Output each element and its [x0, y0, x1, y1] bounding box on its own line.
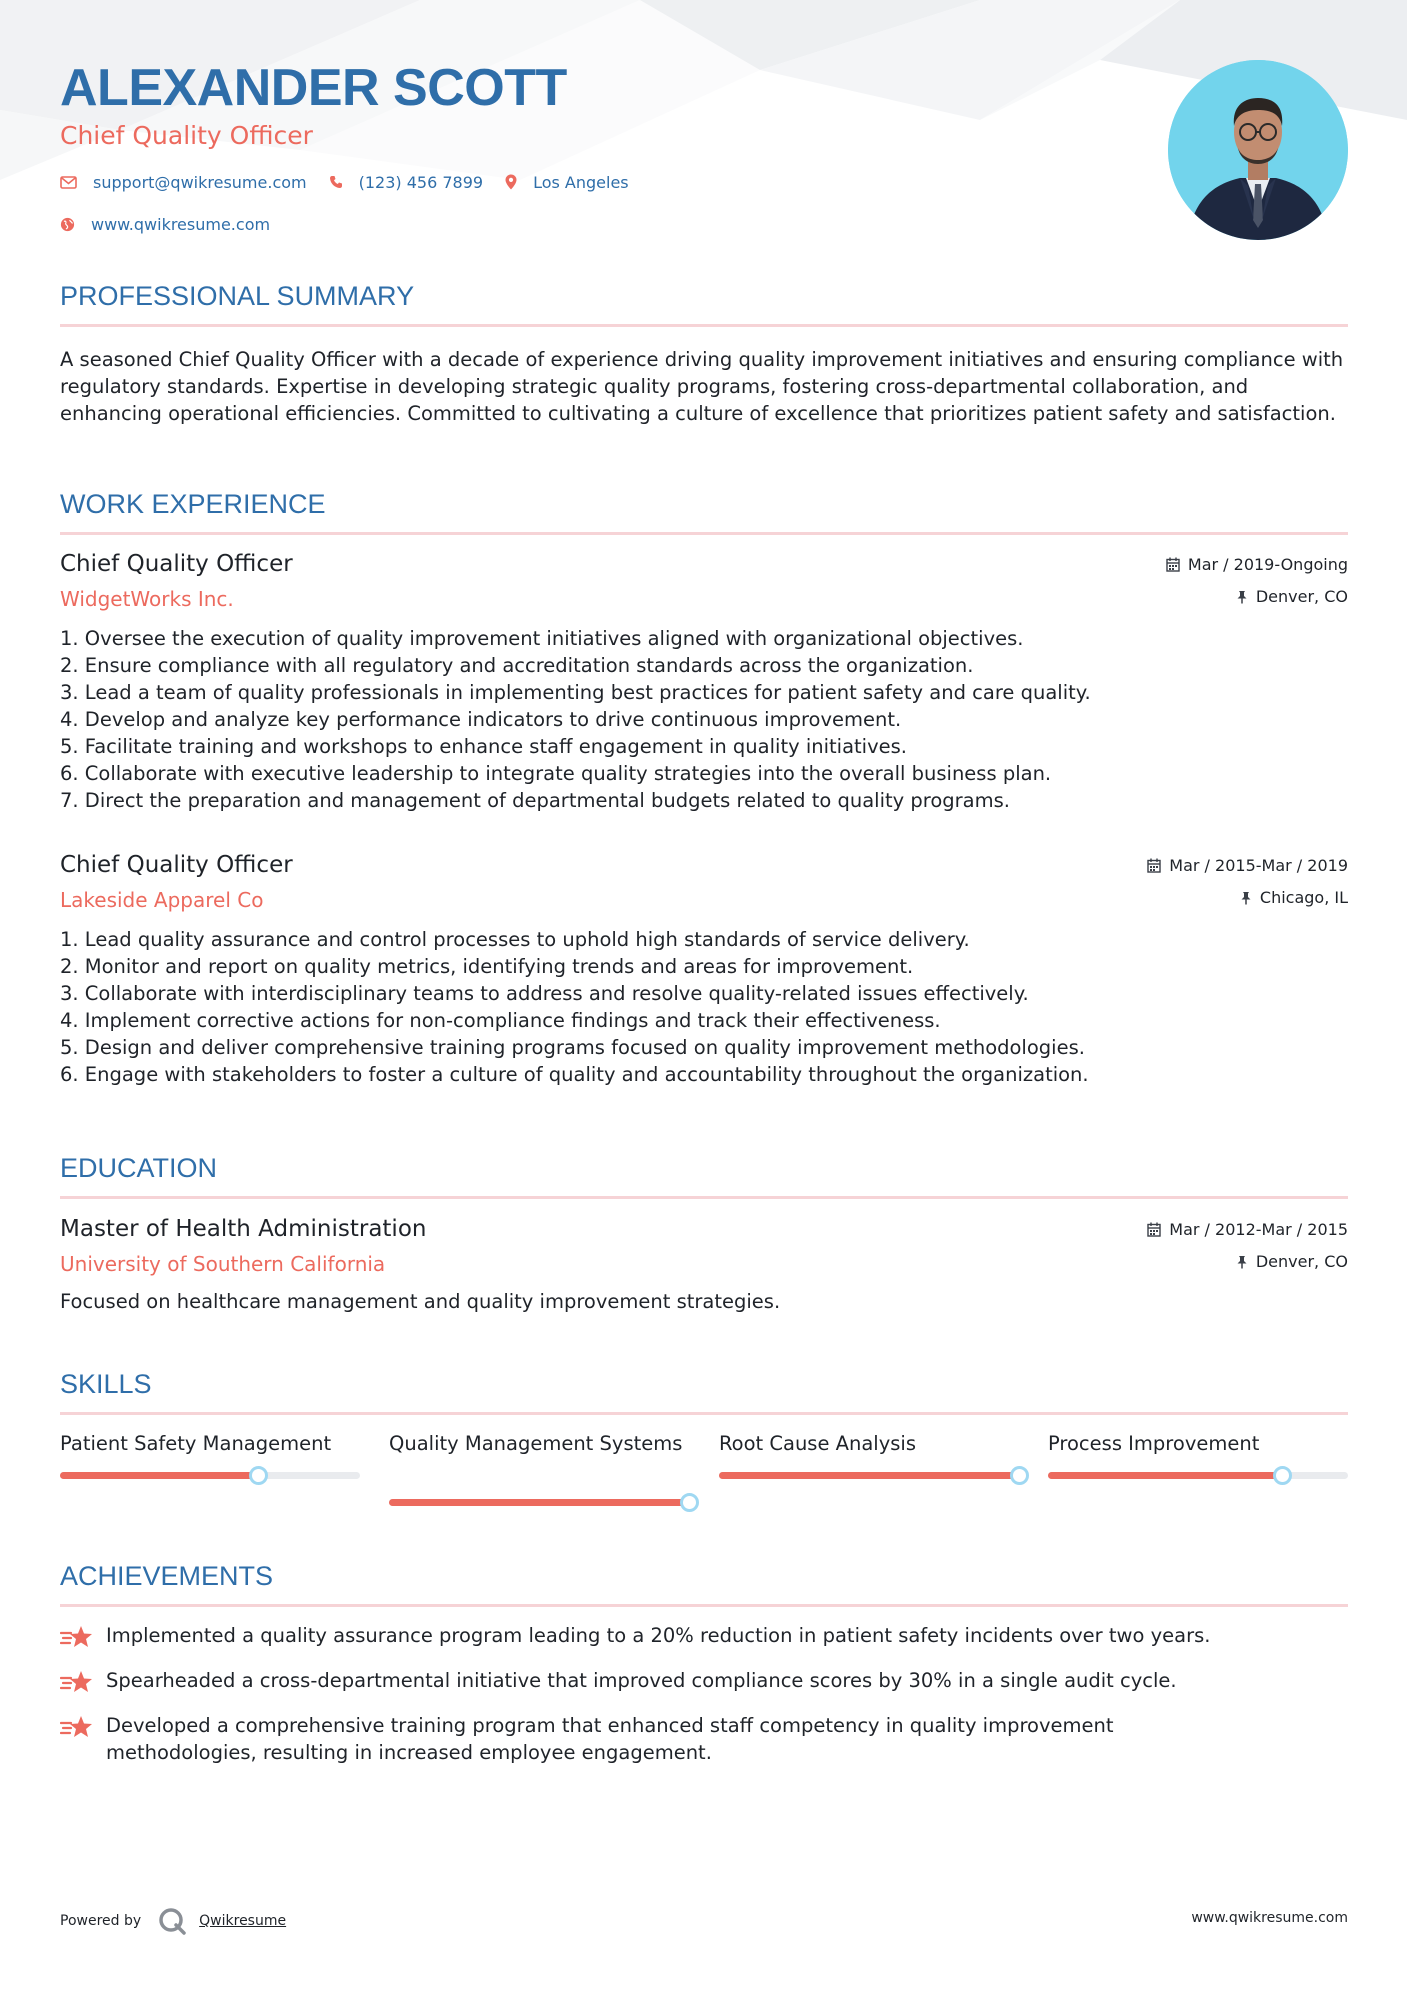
- email-text: support@qwikresume.com: [93, 172, 307, 192]
- skill-name: Quality Management Systems: [389, 1432, 683, 1455]
- job-entry: [60, 549, 1348, 814]
- skill-bar: [719, 1472, 1019, 1479]
- education-header: [60, 1214, 1348, 1284]
- skill-name: Patient Safety Management: [60, 1432, 332, 1455]
- section-divider: [60, 532, 1348, 535]
- candidate-name: ALEXANDER SCOTT: [60, 59, 567, 117]
- job-dates: [1147, 856, 1348, 875]
- list-item: 4. Develop and analyze key performance indicators to drive continuous improvement.: [60, 708, 902, 731]
- calendar-icon: [1147, 858, 1161, 873]
- achievements-heading: ACHIEVEMENTS: [60, 1561, 274, 1591]
- skills-section: [60, 1368, 1348, 1415]
- achievements-list: [60, 1622, 1348, 1783]
- education-heading: EDUCATION: [60, 1153, 218, 1183]
- skill-bar: [389, 1499, 689, 1506]
- job-dates: [1166, 555, 1348, 574]
- skill-bar: [60, 1472, 360, 1479]
- education-dates-text: Mar / 2012-Mar / 2015: [1169, 1220, 1348, 1239]
- skill-name: Process Improvement: [1048, 1432, 1260, 1455]
- section-divider: [60, 1196, 1348, 1199]
- profile-photo: [1168, 60, 1348, 240]
- section-divider: [60, 1412, 1348, 1415]
- section-divider: [60, 324, 1348, 327]
- section-divider: [60, 1604, 1348, 1607]
- job-location: [1236, 587, 1348, 606]
- pushpin-icon: [1236, 590, 1248, 604]
- skill-bar-fill: [719, 1472, 1019, 1479]
- job-header: [60, 850, 1348, 920]
- job-company: Lakeside Apparel Co: [60, 888, 264, 912]
- job-location: [1240, 888, 1348, 907]
- education-section: [60, 1152, 1348, 1199]
- job-dates-text: Mar / 2019-Ongoing: [1187, 555, 1348, 574]
- job-role: Chief Quality Officer: [60, 852, 293, 878]
- calendar-icon: [1147, 1222, 1161, 1237]
- list-item: 2. Monitor and report on quality metrics, identifying trends and areas for improvement.: [60, 955, 914, 978]
- powered-by-label: Powered by: [60, 1913, 142, 1929]
- achievement-item: [60, 1622, 1348, 1650]
- shooting-star-icon: [60, 1714, 94, 1740]
- shooting-star-icon: [60, 1624, 94, 1650]
- skills-grid: [60, 1430, 1348, 1520]
- skill-bar-knob: [680, 1493, 699, 1512]
- job-location-text: Chicago, IL: [1259, 888, 1348, 907]
- powered-by: [60, 1906, 286, 1936]
- list-item: 6. Collaborate with executive leadership to integrate quality strategies into the overall business plan.: [60, 762, 1052, 785]
- location-text: Los Angeles: [533, 172, 629, 192]
- skill-bar-knob: [249, 1466, 268, 1485]
- list-item: 3. Lead a team of quality professionals in implementing best practices for patient safety and care quality.: [60, 681, 1091, 704]
- contact-website[interactable]: [60, 215, 270, 234]
- education-dates: [1147, 1220, 1348, 1239]
- skill-name: Root Cause Analysis: [719, 1432, 916, 1455]
- qwikresume-link[interactable]: Qwikresume: [199, 1913, 287, 1929]
- contact-phone[interactable]: [329, 173, 483, 192]
- list-item: 5. Facilitate training and workshops to enhance staff engagement in quality initiatives.: [60, 735, 907, 758]
- achievement-text: Developed a comprehensive training program that enhanced staff competency in quality improvement methodologies, resulting in increased employee engagement.: [106, 1714, 1114, 1764]
- skill-item: [60, 1430, 360, 1457]
- calendar-icon: [1166, 557, 1180, 572]
- job-role: Chief Quality Officer: [60, 551, 293, 577]
- skill-bar-knob: [1273, 1466, 1292, 1485]
- globe-icon: [60, 217, 75, 232]
- list-item: 4. Implement corrective actions for non-compliance findings and track their effectiveness.: [60, 1009, 941, 1032]
- qwikresume-logo-icon: [157, 1906, 187, 1936]
- candidate-title: Chief Quality Officer: [60, 121, 313, 150]
- summary-section: [60, 280, 1348, 427]
- achievement-item: [60, 1667, 1348, 1695]
- education-location: [1236, 1252, 1348, 1271]
- job-header: [60, 549, 1348, 619]
- list-item: 1. Oversee the execution of quality improvement initiatives aligned with organizational objectives.: [60, 627, 1024, 650]
- experience-section: [60, 488, 1348, 535]
- achievement-item: [60, 1712, 1348, 1766]
- map-pin-icon: [505, 174, 517, 190]
- education-description: Focused on healthcare management and quality improvement strategies.: [60, 1290, 781, 1313]
- achievement-text: Implemented a quality assurance program leading to a 20% reduction in patient safety incidents over two years.: [106, 1624, 1211, 1647]
- degree-name: Master of Health Administration: [60, 1216, 427, 1242]
- resume-header: [60, 58, 1110, 236]
- envelope-icon: [60, 176, 77, 189]
- skill-bar-fill: [1048, 1472, 1282, 1479]
- phone-icon: [329, 175, 343, 189]
- contact-email[interactable]: [60, 173, 307, 192]
- phone-text: (123) 456 7899: [358, 172, 484, 192]
- skills-heading: SKILLS: [60, 1369, 152, 1399]
- list-item: 1. Lead quality assurance and control processes to uphold high standards of service delivery.: [60, 928, 970, 951]
- list-item: 3. Collaborate with interdisciplinary teams to address and resolve quality-related issues effectively.: [60, 982, 1029, 1005]
- experience-heading: WORK EXPERIENCE: [60, 489, 326, 519]
- list-item: 7. Direct the preparation and management of departmental budgets related to quality programs.: [60, 789, 1010, 812]
- summary-text: A seasoned Chief Quality Officer with a decade of experience driving quality improvement initiatives and ensuring compliance with regulatory standards. Expertise in developing strategic quality programs, fostering cross-departmental collaboration, and enhancing operational efficiencies. Committed to cultivating a culture of excellence that prioritizes patient safety and satisfaction.: [60, 348, 1344, 425]
- list-item: 6. Engage with stakeholders to foster a culture of quality and accountability throughout the organization.: [60, 1063, 1089, 1086]
- job-location-text: Denver, CO: [1255, 587, 1348, 606]
- job-bullets: [60, 926, 1348, 1088]
- education-location-text: Denver, CO: [1255, 1252, 1348, 1271]
- skill-item: [389, 1430, 689, 1457]
- skill-bar-fill: [389, 1499, 689, 1506]
- list-item: 5. Design and deliver comprehensive training programs focused on quality improvement methodologies.: [60, 1036, 1085, 1059]
- education-entry: [60, 1214, 1348, 1315]
- contact-row-secondary: [60, 212, 1110, 236]
- skill-bar-fill: [60, 1472, 258, 1479]
- job-bullets: [60, 625, 1348, 814]
- job-dates-text: Mar / 2015-Mar / 2019: [1169, 856, 1348, 875]
- pushpin-icon: [1240, 891, 1252, 905]
- skill-item: [1048, 1430, 1348, 1457]
- portrait-illustration: [1168, 60, 1348, 240]
- school-name: University of Southern California: [60, 1252, 386, 1276]
- achievement-text: Spearheaded a cross-departmental initiative that improved compliance scores by 30% in a single audit cycle.: [106, 1669, 1177, 1692]
- list-item: 2. Ensure compliance with all regulatory and accreditation standards across the organization.: [60, 654, 974, 677]
- skill-bar-knob: [1010, 1466, 1029, 1485]
- footer-website[interactable]: www.qwikresume.com: [1191, 1910, 1348, 1926]
- achievements-section: [60, 1560, 1348, 1607]
- pushpin-icon: [1236, 1255, 1248, 1269]
- skill-bar: [1048, 1472, 1348, 1479]
- summary-heading: PROFESSIONAL SUMMARY: [60, 281, 415, 311]
- job-company: WidgetWorks Inc.: [60, 587, 234, 611]
- job-entry: [60, 850, 1348, 1088]
- website-text: www.qwikresume.com: [91, 214, 271, 234]
- contact-row-primary: [60, 170, 1110, 194]
- skill-item: [719, 1430, 1019, 1457]
- shooting-star-icon: [60, 1669, 94, 1695]
- contact-location: [505, 173, 629, 192]
- page-footer: [60, 1900, 1348, 1934]
